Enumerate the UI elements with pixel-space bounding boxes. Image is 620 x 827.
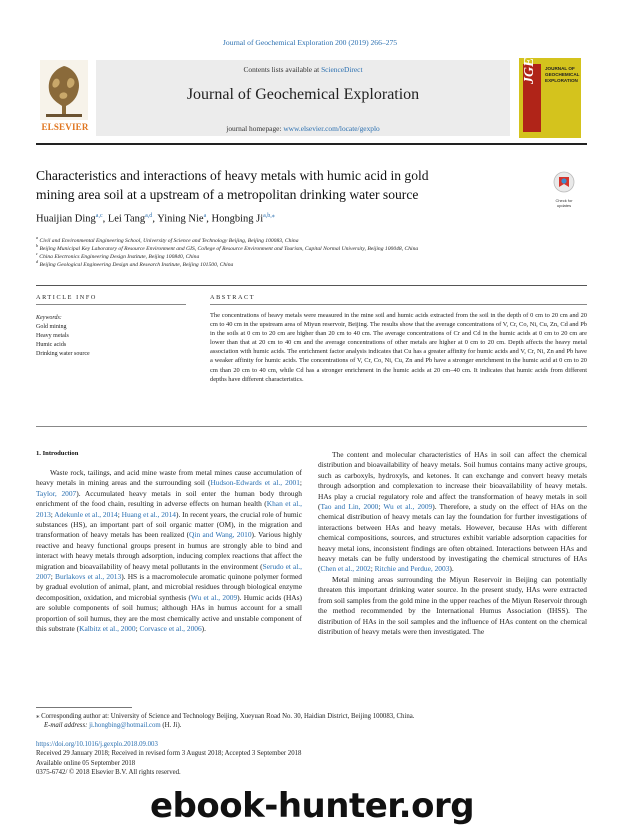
keyword: Gold mining bbox=[36, 324, 67, 330]
body-text: ; bbox=[117, 509, 122, 519]
keyword: Humic acids bbox=[36, 342, 67, 348]
abstract-heading: ABSTRACT bbox=[210, 294, 256, 301]
affiliation-text: China Electronics Engineering Design Institute, Beijing 100840, China bbox=[39, 253, 200, 260]
journal-cover[interactable] bbox=[519, 58, 581, 138]
body-text: ; bbox=[135, 624, 140, 634]
body-paragraph bbox=[318, 450, 587, 575]
author-name[interactable]: Yining Nie bbox=[157, 213, 204, 225]
citation-link[interactable]: Qin and Wang, 2010 bbox=[189, 530, 252, 540]
body-paragraph bbox=[318, 575, 587, 637]
cover-text-line: JOURNAL OF bbox=[545, 66, 575, 71]
keywords-block bbox=[36, 314, 90, 359]
sciencedirect-link[interactable]: ScienceDirect bbox=[321, 65, 363, 74]
body-text: ). Various highly reactive and heavy functional groups present in humus are strongly able to bind and interact with heavy metals through adsorption, inducing complex reactions that affect the migration and bioavailability of heavy metal pollutants in the environment ( bbox=[36, 530, 302, 571]
header-rule bbox=[36, 143, 587, 145]
publisher-name: ELSEVIER bbox=[41, 122, 89, 132]
citation-link[interactable]: Huang et al., 2014 bbox=[121, 509, 176, 519]
citation-link[interactable]: Wu et al., 2009 bbox=[383, 502, 433, 512]
abstract-rule bbox=[210, 304, 587, 305]
body-text: ; bbox=[370, 564, 375, 574]
article-info-rule bbox=[36, 304, 186, 305]
check-updates-line: updates bbox=[556, 203, 572, 208]
email-suffix: (H. Ji). bbox=[160, 722, 182, 730]
homepage-line bbox=[96, 124, 510, 133]
affiliation bbox=[36, 259, 233, 268]
citation-link[interactable]: Adekunle et al., 2014 bbox=[54, 509, 118, 519]
watermark: ebook-hunter.org bbox=[150, 786, 475, 826]
footnote bbox=[36, 712, 414, 731]
keywords-label: Keywords: bbox=[36, 315, 62, 321]
title-line: mining area soil at a upstream of a metropolitan drinking water source bbox=[36, 187, 419, 202]
citation-link[interactable]: Ritchie and Perdue, 2003 bbox=[374, 564, 450, 574]
body-text: ). Accumulated heavy metals in soil enter the human body through enrichment of the food chain, resulting in adverse effects on human health ( bbox=[36, 488, 302, 509]
body-text: ; bbox=[378, 502, 384, 512]
article-info-heading: ARTICLE INFO bbox=[36, 294, 97, 301]
online-date: Available online 05 September 2018 bbox=[36, 759, 136, 767]
citation-link[interactable]: Khan et al., 2013 bbox=[36, 499, 302, 519]
author-name[interactable]: Lei Tang bbox=[107, 213, 146, 225]
body-text: ; bbox=[50, 509, 55, 519]
article-meta bbox=[36, 740, 301, 777]
author-name[interactable]: Hongbing Ji bbox=[211, 213, 264, 225]
body-text: Waste rock, tailings, and acid mine waste from metal mines cause accumulation of heavy metals in mining areas and the surrounding soil ( bbox=[36, 468, 302, 488]
email-link[interactable]: ji.hongbing@hotmail.com bbox=[89, 722, 161, 730]
author-affiliation-sup[interactable]: a,d bbox=[145, 213, 153, 219]
citation-link[interactable]: Hudson-Edwards et al., 2001 bbox=[210, 478, 300, 488]
affiliation-text: Beijing Geological Engineering Design and Research Institute, Beijing 101500, China bbox=[39, 261, 234, 268]
keyword: Heavy metals bbox=[36, 333, 69, 339]
journal-reference[interactable]: Journal of Geochemical Exploration 200 (2019) 266–275 bbox=[222, 38, 398, 47]
body-text: ). In recent years, the crucial role of humic substances (HS), an important part of soil organic matter (OM), in the migration and transformation of heavy metals has been realized ( bbox=[36, 509, 302, 540]
homepage-link[interactable]: www.elsevier.com/locate/gexplo bbox=[283, 124, 380, 133]
body-text: ). bbox=[449, 564, 454, 574]
affiliation-sup: b bbox=[36, 243, 39, 248]
received-dates: Received 29 January 2018; Received in revised form 3 August 2018; Accepted 3 September 2018 bbox=[36, 750, 302, 758]
author-name[interactable]: Huaijian Ding bbox=[36, 213, 96, 225]
body-text: Metal mining areas surrounding the Miyun Reservoir in Beijing can potentially threaten this important drinking water source. In the present study, HAs were extracted from soil samples from the gold mine in the upper reaches of the Miyun Reservoir through the method recommended by the International Humus Association (IHSS). The distribution of HAs in the soil samples and the influence of HAs content on the chemical distribution of heavy metals were then investigated. The bbox=[318, 574, 587, 636]
citation-link[interactable]: Tao and Lin, 2000 bbox=[320, 502, 379, 512]
introduction-heading: 1. Introduction bbox=[36, 450, 79, 457]
homepage-prefix: journal homepage: bbox=[226, 124, 284, 133]
citation-link[interactable]: Burlakovs et al., 2013 bbox=[55, 572, 122, 582]
affiliation-sup: d bbox=[36, 259, 39, 264]
body-column-right bbox=[318, 450, 587, 637]
footnote-rule bbox=[36, 707, 132, 708]
abstract-text: The concentrations of heavy metals were measured in the mine soil and humic acids extracted from the soil in the depth of 0 cm to 20 cm and 20 cm to 40 cm in the upstream area of Miyun reservoir, Beijing. The results show that the average concentrations of V, Cr, Co, Ni, Cu, Zn, Cd and Pb in the soils at 0 cm to 20 cm are higher than 20 cm to 40 cm. The average concentrations of Cr and Cd in the humic acids at 0 cm to 20 cm are lower than that at 20 cm to 40 cm and the average concentrations of other metals are higher at 0 cm to 20 cm. Depth affects the heavy metal association with humic acids. The enrichment factor analysis indicates that Cu has a greater affinity for humic acids and V, Cr, Ni, Zn and Pb have a weaker affinity for humic acids. The concentrations of V, Cr, Co, Ni, Cu, Zn and Pb have a stronger enrichment in the humic acid at 0 cm to 20 cm than 20 cm to 40 cm, while Cd has a stronger enrichment in the humic acids at 20 cm–40 cm. It indicates that humic acids from different depths have different characteristics. bbox=[210, 312, 587, 383]
citation-link[interactable]: Kalbitz et al., 2000 bbox=[79, 624, 136, 634]
section-rule bbox=[36, 285, 587, 286]
cover-text-line: GEOCHEMICAL bbox=[545, 72, 580, 77]
author-list: Huaijian Ding$^{a,c}$, Lei Tang$^{a,d}$, Yining Nie$^a$, Hongbing $Ji^{a,b,⁎}$ bbox=[36, 213, 275, 225]
contents-line bbox=[96, 65, 510, 74]
affiliation-sup: c bbox=[36, 251, 38, 256]
contents-prefix: Contents lists available at bbox=[243, 65, 322, 74]
keyword: Drinking water source bbox=[36, 351, 90, 357]
body-rule bbox=[36, 426, 587, 427]
author-affiliation-sup[interactable]: a bbox=[203, 213, 207, 219]
check-updates-icon bbox=[548, 171, 580, 193]
article-title bbox=[36, 166, 506, 204]
body-column-left bbox=[36, 468, 302, 635]
citation-link[interactable]: Wu et al., 2009 bbox=[190, 592, 238, 602]
body-text: ). Humic acids (HAs) are soluble components of soil humus; although HAs in humus account for a small proportion of soil humus, they are the most chemically active and unstable component of this substrate ( bbox=[36, 592, 302, 634]
body-text: ). bbox=[201, 624, 206, 634]
doi-link[interactable]: https://doi.org/10.1016/j.gexplo.2018.09.003 bbox=[36, 741, 158, 748]
check-for-updates-badge[interactable] bbox=[548, 171, 580, 207]
affiliation-text: Beijing Municipal Key Laboratory of Resource Environment and GIS, College of Resource Environment and Tourism, Capital Normal University, Beijing 100048, China bbox=[39, 245, 419, 252]
title-line: Characteristics and interactions of heavy metals with humic acid in gold bbox=[36, 168, 429, 183]
citation-link[interactable]: Corvasce et al., 2006 bbox=[139, 624, 202, 634]
body-text: ; bbox=[299, 478, 302, 488]
body-paragraph bbox=[36, 468, 302, 635]
body-text: ). HS is a macromolecule aromatic quinone polymer formed by gradual evolution of animal, plant, and microbial residues through biological enzyme decomposition, oxidation, and microbial synthesis ( bbox=[36, 572, 303, 602]
body-text: The content and molecular characteristics of HAs in soil can affect the chemical distribution and bioavailability of heavy metals. Soil humus contains many active groups, such as carboxyls, hydroxyls, and ketones. It can exchange and convert heavy metals through adsorption and complexation to increase their bioavailability of heavy metals. HAs play a crucial regulatory role and affect the transformation of heavy metals in soil ( bbox=[318, 450, 587, 512]
author-affiliation-sup[interactable]: a,c bbox=[95, 213, 103, 219]
check-updates-line: Check for bbox=[555, 198, 573, 203]
body-text: ; bbox=[50, 572, 56, 582]
elsevier-tree-logo-icon bbox=[40, 60, 88, 120]
journal-title: Journal of Geochemical Exploration bbox=[186, 86, 420, 103]
citation-link[interactable]: Chen et al., 2002 bbox=[320, 564, 371, 574]
corresponding-author-note: ⁎ Corresponding author at: University of Science and Technology Beijing, Xueyuan Road No. 30, Haidian District, Beijing 100083, China. bbox=[36, 713, 415, 720]
citation-link[interactable]: Serudo et al., 2007 bbox=[36, 561, 302, 582]
cover-logo-text: JGE bbox=[522, 57, 537, 84]
affiliation-sup: a bbox=[36, 235, 39, 240]
email-label: E-mail address: bbox=[44, 722, 90, 730]
author-affiliation-sup[interactable]: a,b,⁎ bbox=[263, 213, 275, 219]
copyright: 0375-6742/ © 2018 Elsevier B.V. All rights reserved. bbox=[36, 768, 181, 776]
cover-text-line: EXPLORATION bbox=[545, 78, 578, 83]
body-text: ). Therefore, a study on the effect of HAs on the chemical distribution of heavy metals can lay the foundation for further investigations of interactions between HAs and heavy metals. However, because HAs with different chemical compositions, sources, and structures exhibit variable adsorption capacities for heavy metal ions, inconsistent findings are often obtained. Interactions between HAs and heavy metals can be fully understood by investigating the chemical structures of HAs ( bbox=[318, 502, 587, 574]
citation-link[interactable]: Taylor, 2007 bbox=[36, 488, 77, 498]
affiliation-text: Civil and Environmental Engineering School, University of Science and Technology Beijing, Beijing 100083, China bbox=[39, 237, 299, 244]
